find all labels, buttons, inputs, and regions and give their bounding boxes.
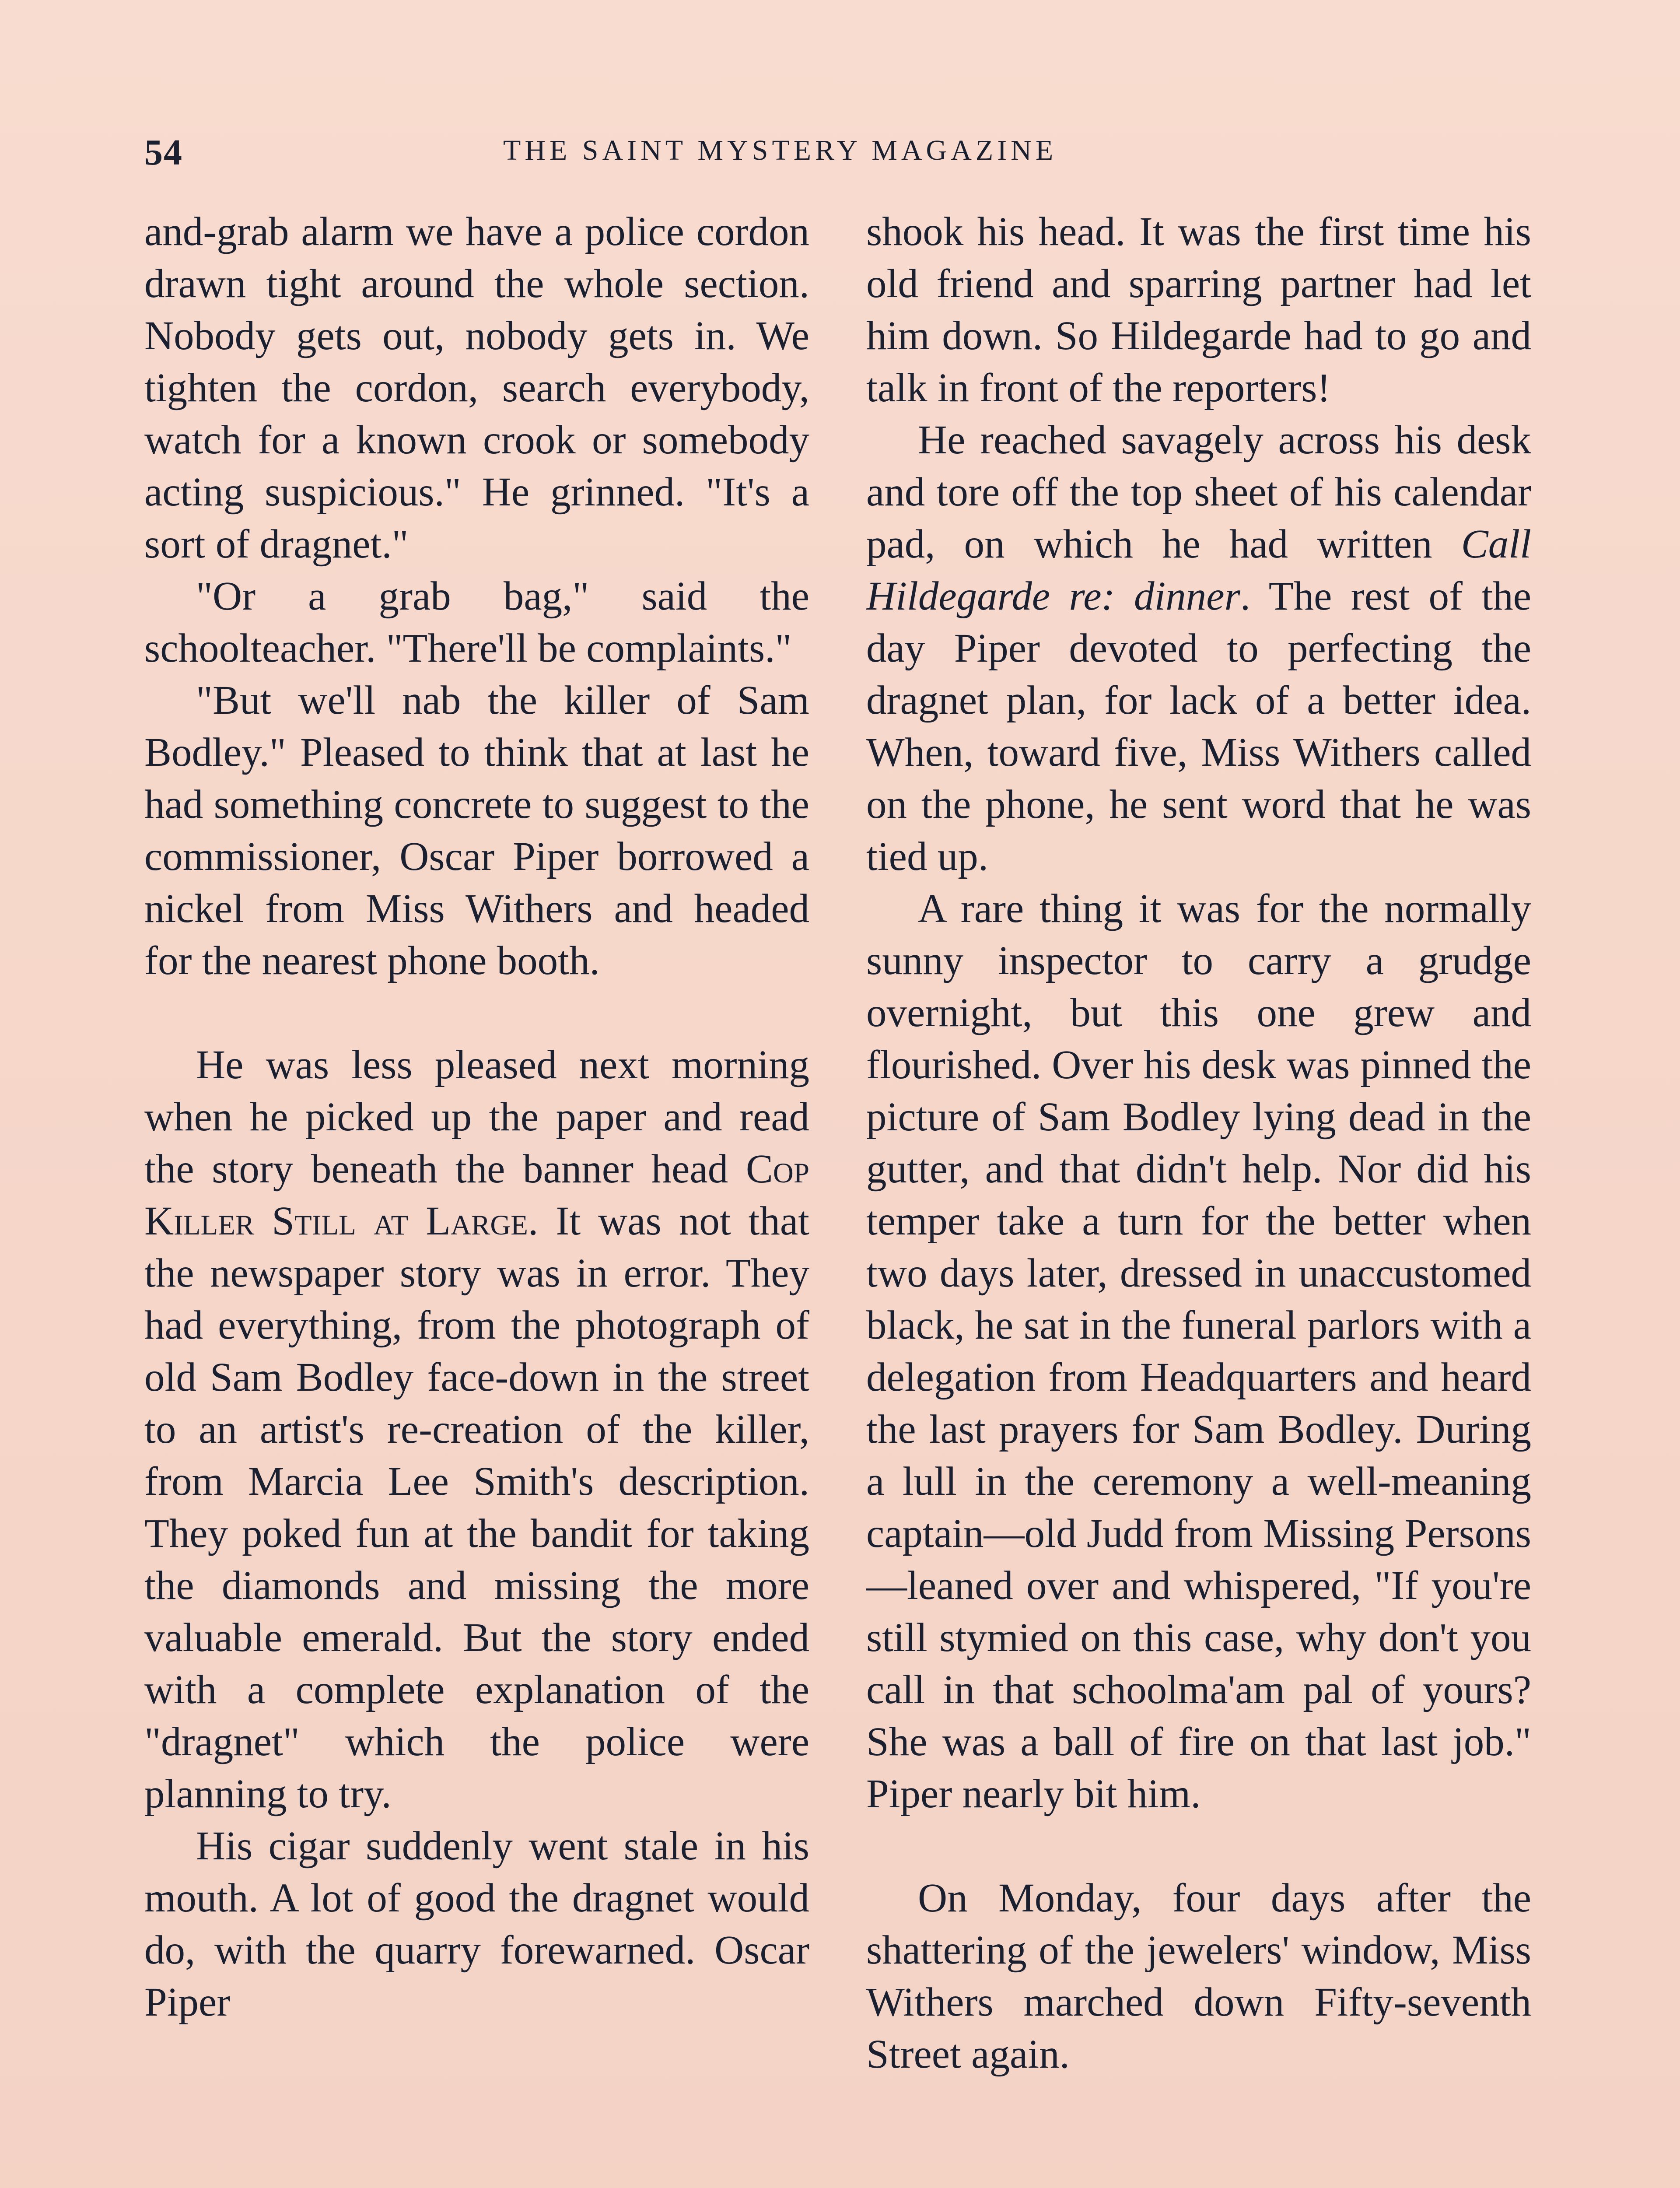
paragraph-text: He reached savagely across his desk and tore off the top sheet of his calendar pad, on which he had written <box>866 417 1531 567</box>
italic-note: Call Hildegarde re: dinner <box>866 522 1531 619</box>
paragraph <box>144 1039 809 1820</box>
paragraph: and-grab alarm we have a police cordon drawn tight around the whole section. Nobody gets out, nobody gets in. We tighten the cordon, search everybody, watch for a known crook or somebody acting suspicious." He grinned. "It's a sort of dragnet." <box>144 209 809 567</box>
page-number: 54 <box>144 132 183 173</box>
headline-smallcaps: Cop Killer Still at Large <box>144 1147 809 1244</box>
paragraph: His cigar suddenly went stale in his mouth. A lot of good the dragnet would do, with the quarry forewarned. Oscar Piper <box>144 1823 809 2025</box>
left-column <box>144 206 809 2028</box>
paragraph: "Or a grab bag," said the schoolteacher. "There'll be complaints." <box>144 574 809 671</box>
paragraph: On Monday, four days after the shattering of the jewelers' window, Miss Withers marched down Fifty-seventh Street again. <box>866 1876 1531 2077</box>
paragraph <box>866 414 1531 883</box>
paragraph-text: . The rest of the day Piper devoted to perfecting the dragnet plan, for lack of a better idea. When, toward five, Miss Withers called on the phone, he sent word that he was tied up. <box>866 574 1531 879</box>
running-head: THE SAINT MYSTERY MAGAZINE <box>503 134 1057 166</box>
page-header <box>144 131 1540 179</box>
right-column <box>866 206 1531 2080</box>
paragraph-text: . It was not that the newspaper story was in error. They had everything, from the photograph of old Sam Bodley face-down in the street to an artist's re-creation of the killer, from Marcia Lee Smith's description. They poked fun at the bandit for taking the diamonds and missing the more valuable emerald. But the story ended with a complete explanation of the "dragnet" which the police were planning to try. <box>144 1199 810 1816</box>
paragraph: shook his head. It was the first time his old friend and sparring partner had let him down. So Hildegarde had to go and talk in front of the reporters! <box>866 209 1531 410</box>
paragraph: A rare thing it was for the normally sunny inspector to carry a grudge overnight, but this one grew and flourished. Over his desk was pinned the picture of Sam Bodley lying dead in the gutter, and that didn't help. Nor did his temper take a turn for the better when two days later, dressed in unaccustomed black, he sat in the funeral parlors with a delegation from Headquarters and heard the last prayers for Sam Bodley. During a lull in the ceremony a well-meaning captain—old Judd from Missing Persons —leaned over and whispered, "If you're still stymied on this case, why don't you call in that schoolma'am pal of yours? She was a ball of fire on that last job." Piper nearly bit him. <box>866 886 1531 1816</box>
paragraph: "But we'll nab the killer of Sam Bodley." Pleased to think that at last he had something concrete to suggest to the commissioner, Oscar Piper borrowed a nickel from Miss Withers and headed for the nearest phone booth. <box>144 678 809 983</box>
paragraph-text: He was less pleased next morning when he picked up the paper and read the story beneath the banner head <box>144 1042 809 1192</box>
